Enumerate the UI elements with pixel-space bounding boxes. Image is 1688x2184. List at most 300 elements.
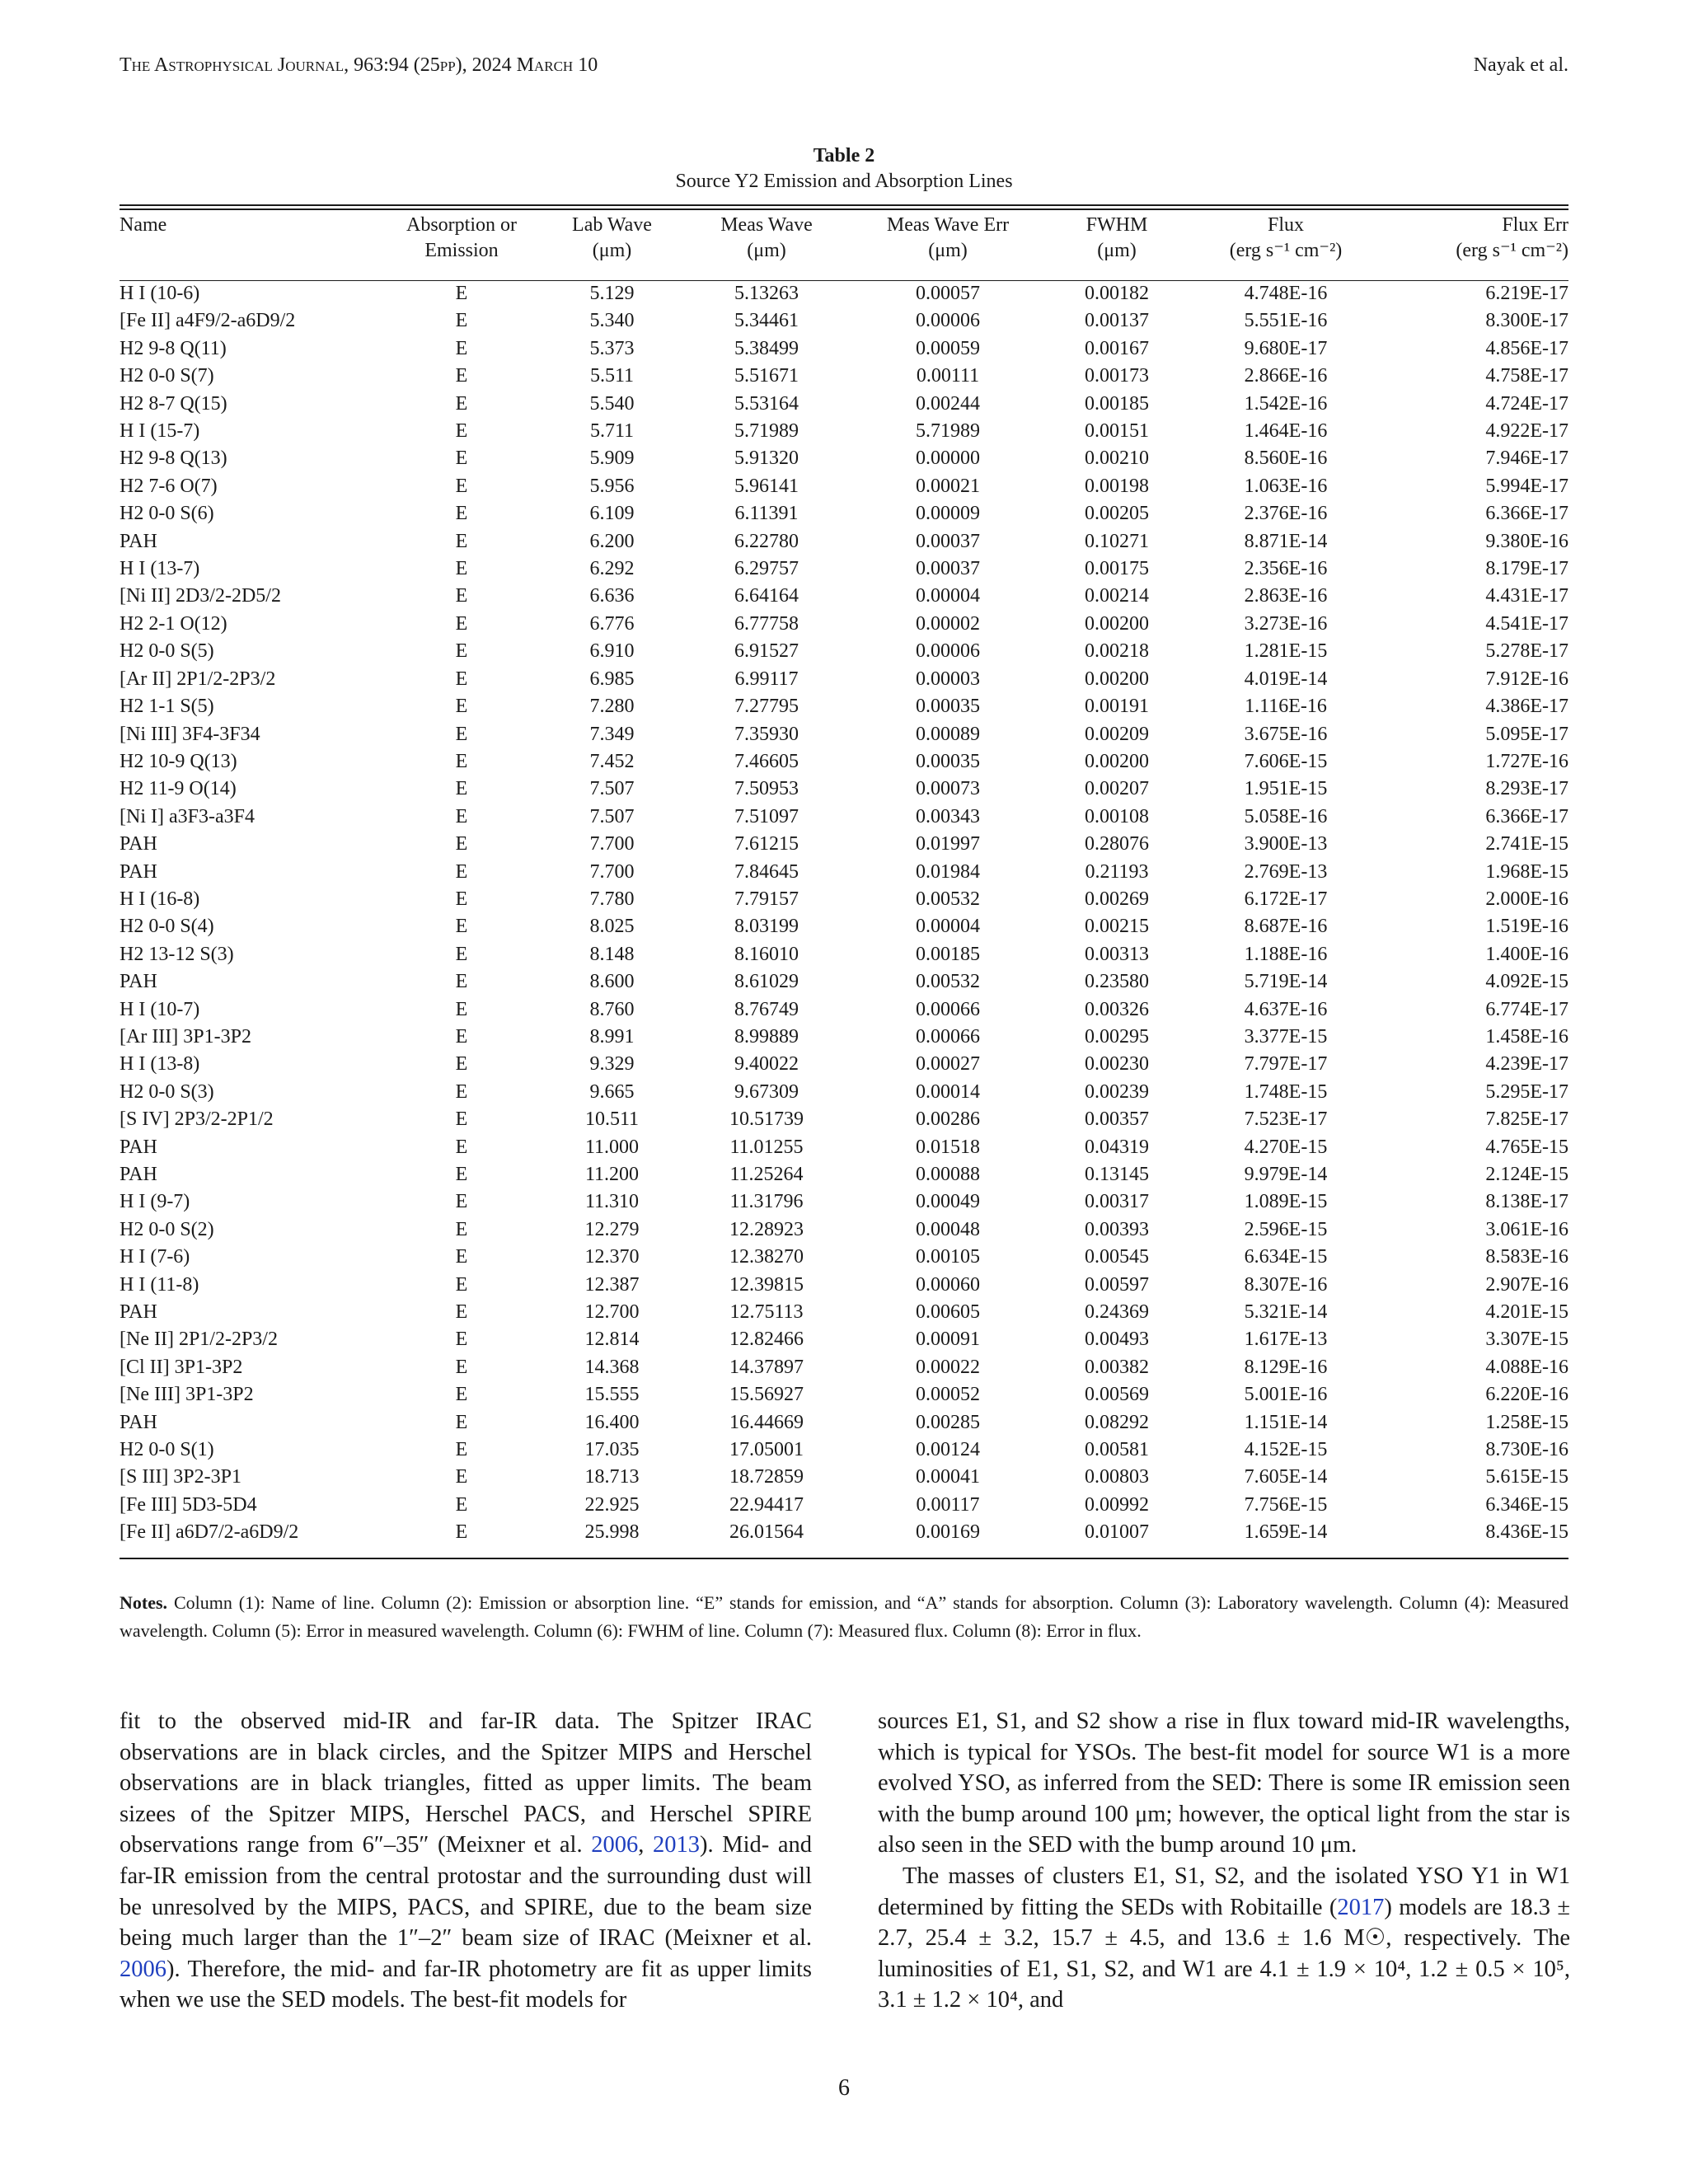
table-row — [120, 1381, 1568, 1408]
table-cell: 14.368 — [584, 1356, 640, 1378]
table-cell: 0.04319 — [1085, 1136, 1149, 1158]
table-row — [120, 1492, 1568, 1519]
table-cell: 2.863E-16 — [1244, 585, 1328, 607]
table-cell: 6.292 — [589, 558, 635, 580]
table-row — [120, 804, 1568, 831]
table-cell: 8.76749 — [734, 998, 799, 1020]
table-cell: 2.000E-16 — [1485, 888, 1568, 910]
table-cell: 6.910 — [589, 640, 635, 663]
table-row — [120, 391, 1568, 418]
table-cell: 8.760 — [589, 998, 635, 1020]
table-cell: 0.00545 — [1085, 1246, 1149, 1268]
table-cell: 0.00581 — [1085, 1439, 1149, 1461]
table-cell: E — [455, 612, 468, 635]
table-cell: 6.99117 — [734, 668, 799, 690]
table-cell: 5.001E-16 — [1244, 1384, 1328, 1406]
table-cell: 15.56927 — [729, 1384, 804, 1406]
table-cell: 5.278E-17 — [1485, 640, 1568, 663]
table-cell: 3.900E-13 — [1244, 833, 1328, 855]
table-cell: 6.634E-15 — [1244, 1246, 1328, 1268]
table-cell: 0.00393 — [1085, 1218, 1149, 1240]
table-cell: 0.00124 — [916, 1439, 980, 1461]
table-cell: 5.71989 — [734, 420, 799, 443]
table-cell: 8.148 — [589, 943, 635, 965]
table-cell: E — [455, 1136, 468, 1158]
table-cell: 0.00200 — [1085, 750, 1149, 772]
table-row — [120, 500, 1568, 527]
table-cell: H2 8-7 Q(15) — [120, 392, 227, 415]
body-column-right — [878, 1706, 1570, 2016]
table-cell: 8.560E-16 — [1244, 448, 1328, 470]
table-cell: 8.871E-14 — [1244, 530, 1328, 552]
table-cell: PAH — [120, 530, 157, 552]
table-cell: E — [455, 778, 468, 800]
table-cell: PAH — [120, 860, 157, 883]
table-cell: 11.25264 — [729, 1164, 804, 1185]
table-cell: E — [455, 530, 468, 552]
table-row — [120, 1244, 1568, 1271]
table-cell: H2 10-9 Q(13) — [120, 750, 237, 772]
citation-link[interactable]: 2013 — [652, 1832, 700, 1858]
table-cell: 1.542E-16 — [1244, 392, 1328, 415]
table-cell: 2.124E-15 — [1485, 1164, 1568, 1185]
table-cell: 0.00004 — [916, 585, 980, 607]
table-cell: 5.321E-14 — [1244, 1301, 1328, 1324]
table-cell: 0.00052 — [916, 1384, 980, 1406]
table-cell: H2 0-0 S(7) — [120, 365, 214, 387]
table-cell: 0.00037 — [916, 558, 980, 580]
table-cell: 6.77758 — [734, 612, 799, 635]
table-row — [120, 335, 1568, 363]
table-cell: E — [455, 1191, 468, 1213]
table-cell: 0.00014 — [916, 1080, 980, 1103]
table-cell: 12.39815 — [729, 1273, 804, 1296]
table-row — [120, 1299, 1568, 1326]
table-cell: 5.511 — [589, 365, 635, 387]
table-cell: 6.109 — [589, 503, 635, 525]
table-cell: E — [455, 805, 468, 827]
table-row — [120, 1409, 1568, 1436]
table-bottom-rule — [120, 1558, 1568, 1559]
table-cell: 1.258E-15 — [1485, 1411, 1568, 1433]
table-cell: H I (16-8) — [120, 888, 200, 910]
table-cell: 0.00006 — [916, 310, 980, 332]
table-cell: 5.373 — [589, 337, 635, 359]
table-cell: 0.00027 — [916, 1053, 980, 1076]
table-cell: 6.172E-17 — [1244, 888, 1328, 910]
table-cell: E — [455, 448, 468, 470]
table-cell: 0.00021 — [916, 475, 980, 497]
table-cell: E — [455, 888, 468, 910]
table-cell: 5.38499 — [734, 337, 799, 359]
table-cell: E — [455, 971, 468, 993]
table-row — [120, 583, 1568, 610]
table-cell: [Ni II] 2D3/2-2D5/2 — [120, 585, 281, 607]
table-cell: 1.968E-15 — [1485, 860, 1568, 883]
table-cell: 0.00048 — [916, 1218, 980, 1240]
journal-citation: The Astrophysical Journal, 963:94 (25pp), 2024 March 10 — [120, 54, 598, 76]
table-cell: [Ar III] 3P1-3P2 — [120, 1025, 251, 1047]
table-cell: 6.220E-16 — [1485, 1384, 1568, 1406]
table-cell: 16.400 — [584, 1411, 640, 1433]
table-cell: 8.730E-16 — [1485, 1439, 1568, 1461]
table-cell: 11.01255 — [729, 1136, 804, 1158]
table-cell: 0.00343 — [916, 805, 980, 827]
column-header: Lab Wave (μm) — [572, 214, 652, 261]
table-cell: 17.035 — [584, 1439, 640, 1461]
table-row — [120, 831, 1568, 858]
table-cell: 11.000 — [584, 1136, 640, 1158]
table-row — [120, 1272, 1568, 1299]
table-cell: 11.200 — [584, 1164, 640, 1185]
table-cell: [Ar II] 2P1/2-2P3/2 — [120, 668, 276, 690]
table-cell: E — [455, 1521, 468, 1544]
table-cell: 6.219E-17 — [1485, 283, 1568, 304]
table-cell: 2.907E-16 — [1485, 1273, 1568, 1296]
table-row — [120, 886, 1568, 913]
table-cell: 8.687E-16 — [1244, 916, 1328, 938]
table-cell: 6.22780 — [734, 530, 799, 552]
table-cell: 8.436E-15 — [1485, 1521, 1568, 1544]
table-cell: H2 0-0 S(4) — [120, 916, 214, 938]
table-cell: 7.700 — [589, 860, 635, 883]
column-header: Flux (erg s⁻¹ cm⁻²) — [1229, 214, 1343, 261]
table-cell: E — [455, 943, 468, 965]
table-cell: 8.600 — [589, 971, 635, 993]
page-number: 6 — [838, 2075, 850, 2101]
table-cell: H2 13-12 S(3) — [120, 943, 234, 965]
table-cell: 0.00191 — [1085, 696, 1149, 718]
table-cell: [Fe II] a4F9/2-a6D9/2 — [120, 310, 296, 332]
body-column-left — [120, 1706, 812, 2016]
table-cell: 1.519E-16 — [1485, 916, 1568, 938]
table-row — [120, 638, 1568, 665]
table-cell: 0.00169 — [916, 1521, 980, 1544]
table-cell: H2 9-8 Q(13) — [120, 448, 227, 470]
table-cell: 0.00066 — [916, 998, 980, 1020]
table-cell: 0.00108 — [1085, 805, 1149, 827]
table-cell: 12.38270 — [729, 1246, 804, 1268]
table-cell: 0.00060 — [916, 1273, 980, 1296]
table-cell: 0.00105 — [916, 1246, 980, 1268]
table-cell: 9.67309 — [734, 1080, 799, 1103]
table-cell: 9.380E-16 — [1485, 530, 1568, 552]
table-cell: 7.46605 — [734, 750, 799, 772]
table-cell: 0.28076 — [1085, 833, 1149, 855]
table-cell: E — [455, 1218, 468, 1240]
table-cell: 17.05001 — [729, 1439, 804, 1461]
table-cell: 0.00041 — [916, 1466, 980, 1488]
table-cell: E — [455, 1411, 468, 1433]
table-cell: 9.329 — [589, 1053, 635, 1076]
table-cell: 0.00317 — [1085, 1191, 1149, 1213]
table-cell: 2.741E-15 — [1485, 833, 1568, 855]
table-cell: 3.675E-16 — [1244, 723, 1328, 745]
table-cell: 0.23580 — [1085, 971, 1149, 993]
table-cell: 2.769E-13 — [1244, 860, 1328, 883]
table-cell: 4.758E-17 — [1485, 365, 1568, 387]
table-cell: 5.71989 — [916, 420, 980, 443]
table-cell: 0.00091 — [916, 1329, 980, 1351]
table-cell: 5.095E-17 — [1485, 723, 1568, 745]
table-cell: 0.00493 — [1085, 1329, 1149, 1351]
table-row — [120, 941, 1568, 968]
table-cell: 11.310 — [584, 1191, 640, 1213]
table-cell: 10.511 — [584, 1108, 640, 1131]
table-row — [120, 996, 1568, 1024]
table-cell: H2 0-0 S(2) — [120, 1218, 214, 1240]
table-cell: 7.61215 — [734, 833, 799, 855]
table-cell: PAH — [120, 1411, 157, 1433]
table-cell: H I (10-6) — [120, 283, 200, 304]
table-cell: E — [455, 283, 468, 304]
table-cell: PAH — [120, 971, 157, 993]
table-row — [120, 1079, 1568, 1106]
table-cell: 0.00175 — [1085, 558, 1149, 580]
table-cell: 12.387 — [584, 1273, 640, 1296]
emission-lines-table — [120, 213, 1568, 1547]
table-cell: 8.129E-16 — [1244, 1356, 1328, 1378]
table-cell: 4.239E-17 — [1485, 1053, 1568, 1076]
table-cell: E — [455, 1384, 468, 1406]
table-cell: H2 7-6 O(7) — [120, 475, 218, 497]
table-cell: 6.774E-17 — [1485, 998, 1568, 1020]
table-cell: [Fe II] a6D7/2-a6D9/2 — [120, 1521, 299, 1544]
table-cell: 8.025 — [589, 916, 635, 938]
table-cell: H2 0-0 S(6) — [120, 503, 214, 525]
table-cell: 4.092E-15 — [1485, 971, 1568, 993]
table-cell: 7.27795 — [734, 696, 799, 718]
table-cell: PAH — [120, 1164, 157, 1185]
table-top-rule-1 — [120, 204, 1568, 206]
table-cell: 8.138E-17 — [1485, 1191, 1568, 1213]
table-cell: 0.00597 — [1085, 1273, 1149, 1296]
table-cell: H I (10-7) — [120, 998, 200, 1020]
table-cell: 12.28923 — [729, 1218, 804, 1240]
table-cell: 7.605E-14 — [1244, 1466, 1328, 1488]
table-row — [120, 307, 1568, 335]
table-cell: 5.53164 — [734, 392, 799, 415]
table-cell: 0.00209 — [1085, 723, 1149, 745]
table-cell: 0.00357 — [1085, 1108, 1149, 1131]
table-cell: 0.00244 — [916, 392, 980, 415]
table-cell: 8.583E-16 — [1485, 1246, 1568, 1268]
table-cell: 2.356E-16 — [1244, 558, 1328, 580]
table-cell: 7.507 — [589, 778, 635, 800]
table-cell: 2.596E-15 — [1244, 1218, 1328, 1240]
table-cell: E — [455, 1108, 468, 1131]
table-cell: 1.727E-16 — [1485, 750, 1568, 772]
table-row — [120, 1216, 1568, 1244]
table-cell: H2 0-0 S(1) — [120, 1439, 214, 1461]
table-cell: PAH — [120, 833, 157, 855]
column-header: Meas Wave (μm) — [720, 214, 813, 261]
table-cell: 4.748E-16 — [1244, 283, 1328, 304]
table-cell: 12.814 — [584, 1329, 640, 1351]
table-cell: 6.346E-15 — [1485, 1493, 1568, 1516]
table-cell: 6.200 — [589, 530, 635, 552]
table-cell: 1.151E-14 — [1244, 1411, 1328, 1433]
table-cell: E — [455, 723, 468, 745]
table-cell: E — [455, 392, 468, 415]
table-cell: H2 0-0 S(3) — [120, 1080, 214, 1103]
table-cell: H2 9-8 Q(11) — [120, 337, 227, 359]
table-cell: 14.37897 — [729, 1356, 804, 1378]
table-cell: 0.00137 — [1085, 310, 1149, 332]
table-cell: 1.188E-16 — [1244, 943, 1328, 965]
table-cell: 1.400E-16 — [1485, 943, 1568, 965]
table-cell: 1.951E-15 — [1244, 778, 1328, 800]
table-cell: 0.00569 — [1085, 1384, 1149, 1406]
table-cell: 0.08292 — [1085, 1411, 1149, 1433]
table-cell: [Ne II] 2P1/2-2P3/2 — [120, 1329, 278, 1351]
author-running-head: Nayak et al. — [1473, 54, 1568, 76]
table-cell: H2 11-9 O(14) — [120, 778, 237, 800]
table-cell: PAH — [120, 1301, 157, 1324]
table-cell: E — [455, 1273, 468, 1296]
table-cell: 0.01518 — [916, 1136, 980, 1158]
table-cell: 6.11391 — [734, 503, 799, 525]
table-caption — [120, 143, 1568, 194]
table-cell: 15.555 — [584, 1384, 640, 1406]
table-cell: E — [455, 475, 468, 497]
table-cell: 0.00295 — [1085, 1025, 1149, 1047]
table-cell: 0.00004 — [916, 916, 980, 938]
table-row — [120, 1051, 1568, 1078]
table-cell: 5.909 — [589, 448, 635, 470]
table-cell: 0.10271 — [1085, 530, 1149, 552]
table-cell: 4.201E-15 — [1485, 1301, 1568, 1324]
table-cell: H I (13-8) — [120, 1053, 200, 1076]
table-cell: H2 0-0 S(5) — [120, 640, 214, 663]
table-cell: 7.84645 — [734, 860, 799, 883]
table-cell: 0.01984 — [916, 860, 980, 883]
table-notes — [120, 1589, 1568, 1645]
table-cell: E — [455, 833, 468, 855]
notes-label: Notes. — [120, 1592, 168, 1613]
table-cell: 0.00059 — [916, 337, 980, 359]
table-cell: 5.295E-17 — [1485, 1080, 1568, 1103]
table-label: Table 2 — [813, 145, 875, 166]
table-cell: E — [455, 998, 468, 1020]
table-row — [120, 913, 1568, 940]
table-cell: 0.00111 — [916, 365, 980, 387]
table-cell: 5.96141 — [734, 475, 799, 497]
table-cell: 3.377E-15 — [1244, 1025, 1328, 1047]
table-cell: 10.51739 — [729, 1108, 804, 1131]
table-cell: 0.00992 — [1085, 1493, 1149, 1516]
table-cell: 11.31796 — [729, 1191, 804, 1213]
table-cell: 0.00022 — [916, 1356, 980, 1378]
table-cell: 12.700 — [584, 1301, 640, 1324]
table-cell: E — [455, 1164, 468, 1185]
table-cell: 6.29757 — [734, 558, 799, 580]
table-row — [120, 445, 1568, 472]
table-cell: E — [455, 696, 468, 718]
table-cell: 0.00218 — [1085, 640, 1149, 663]
citation-link[interactable]: 2017 — [1337, 1894, 1385, 1920]
table-cell: 5.956 — [589, 475, 635, 497]
table-row — [120, 280, 1568, 307]
table-cell: 12.279 — [584, 1218, 640, 1240]
table-cell: 0.00382 — [1085, 1356, 1149, 1378]
notes-text: Column (1): Name of line. Column (2): Emission or absorption line. “E” stands for emission, and “A” stands for absorption. Column (3): Laboratory wavelength. Column (4): Measured wavelength. Column (5): Error in measured wavelength. Column (6): FWHM of line. Column (7): Measured flux. Column (8): Error in flux. — [120, 1592, 1568, 1641]
table-row — [120, 363, 1568, 390]
table-cell: 0.00182 — [1085, 283, 1149, 304]
table-cell: 4.765E-15 — [1485, 1136, 1568, 1158]
table-cell: 0.00269 — [1085, 888, 1149, 910]
table-cell: 9.979E-14 — [1244, 1164, 1328, 1185]
table-row — [120, 1464, 1568, 1491]
table-cell: 0.00185 — [916, 943, 980, 965]
table-cell: 0.24369 — [1085, 1301, 1149, 1324]
table-cell: 7.780 — [589, 888, 635, 910]
table-cell: 0.00214 — [1085, 585, 1149, 607]
table-cell: 0.00185 — [1085, 392, 1149, 415]
table-cell: 7.35930 — [734, 723, 799, 745]
table-cell: H I (9-7) — [120, 1191, 190, 1213]
table-cell: 0.00000 — [916, 448, 980, 470]
table-row — [120, 721, 1568, 748]
table-cell: 4.270E-15 — [1244, 1136, 1328, 1158]
table-cell: 0.00215 — [1085, 916, 1149, 938]
table-cell: 6.91527 — [734, 640, 799, 663]
table-cell: 0.00035 — [916, 750, 980, 772]
table-cell: 7.507 — [589, 805, 635, 827]
table-header-row — [120, 213, 1568, 280]
table-cell: 8.61029 — [734, 971, 799, 993]
table-cell: 6.776 — [589, 612, 635, 635]
table-cell: 12.75113 — [729, 1301, 804, 1324]
table-cell: 0.13145 — [1085, 1164, 1149, 1185]
table-cell: 0.00173 — [1085, 365, 1149, 387]
paragraph: fit to the observed mid-IR and far-IR data. The Spitzer IRAC observations are in black circles, and the Spitzer MIPS and Herschel observations are in black triangles, fitted as upper limits. The beam sizees of the Spitzer MIPS, Herschel PACS, and Herschel SPIRE observations range from 6″–35″ (Meixner et al. 2006, 2013). Mid- and far-IR emission from the central protostar and the surrounding dust will be unresolved by the MIPS, PACS, and SPIRE, due to the beam size being much larger than the 1″–2″ beam size of IRAC (Meixner et al. 2006). Therefore, the mid- and far-IR photometry are fit as upper limits when we use the SED models. The best-fit models for — [120, 1708, 813, 2013]
citation-link[interactable]: 2006 — [120, 1956, 166, 1982]
table-row — [120, 776, 1568, 803]
table-cell: 7.946E-17 — [1485, 448, 1568, 470]
table-cell: 7.79157 — [734, 888, 799, 910]
table-cell: 3.307E-15 — [1485, 1329, 1568, 1351]
table-cell: 1.116E-16 — [1245, 696, 1327, 718]
table-cell: [Ne III] 3P1-3P2 — [120, 1384, 254, 1406]
table-cell: H I (11-8) — [120, 1273, 199, 1296]
citation-link[interactable]: 2006 — [591, 1832, 639, 1858]
table-cell: 0.00285 — [916, 1411, 980, 1433]
table-cell: 1.748E-15 — [1244, 1080, 1328, 1103]
column-header: Name — [120, 214, 167, 236]
table-cell: 0.00313 — [1085, 943, 1149, 965]
table-cell: 6.366E-17 — [1485, 503, 1568, 525]
table-cell: 0.00003 — [916, 668, 980, 690]
table-cell: 6.64164 — [734, 585, 799, 607]
column-header: FWHM (μm) — [1085, 214, 1148, 261]
table-cell: 4.541E-17 — [1485, 612, 1568, 635]
table-cell: 12.82466 — [729, 1329, 804, 1351]
table-cell: 4.152E-15 — [1244, 1439, 1328, 1461]
column-header: Meas Wave Err (μm) — [886, 214, 1010, 261]
table-cell: [Fe III] 5D3-5D4 — [120, 1493, 257, 1516]
table-row — [120, 1106, 1568, 1133]
table-row — [120, 1024, 1568, 1051]
table-cell: E — [455, 310, 468, 332]
table-cell: [Cl II] 3P1-3P2 — [120, 1356, 243, 1378]
table-cell: 26.01564 — [729, 1521, 804, 1544]
table-cell: E — [455, 420, 468, 443]
table-cell: 16.44669 — [729, 1411, 804, 1433]
table-cell: 0.00286 — [916, 1108, 980, 1131]
table-cell: 3.061E-16 — [1485, 1218, 1568, 1240]
table-row — [120, 555, 1568, 583]
